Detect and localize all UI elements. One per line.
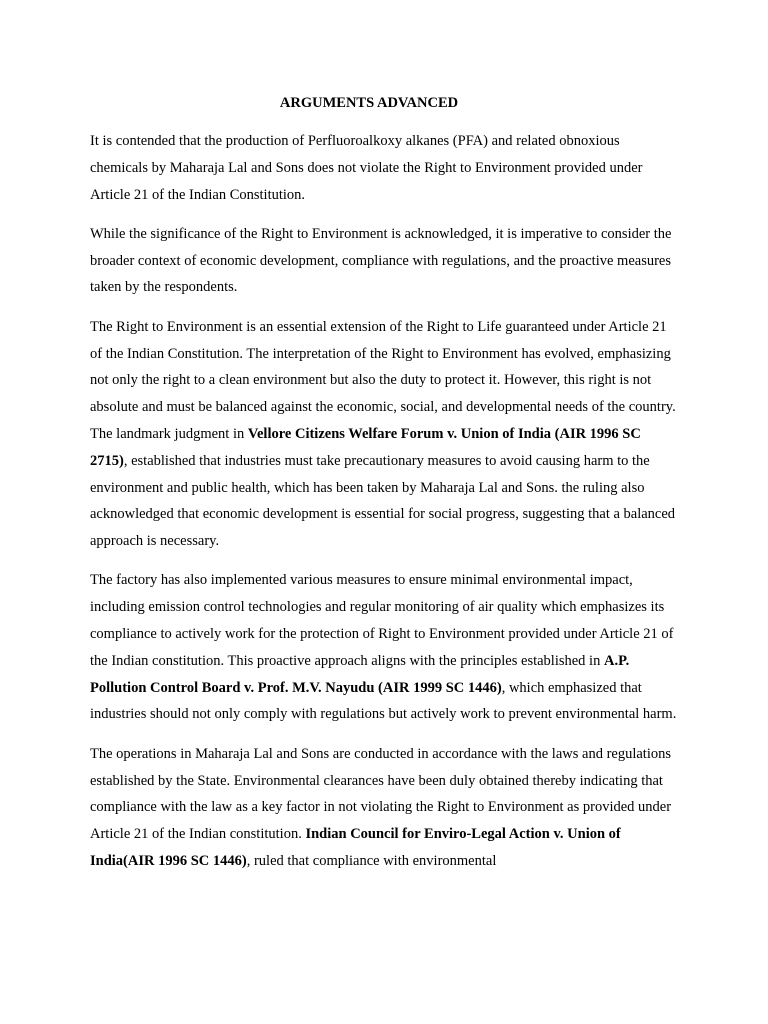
document-heading: ARGUMENTS ADVANCED [279,95,459,111]
case-citation-ap-pollution: A.P. Pollution Control Board v. Prof. M.V. Nayudu (AIR 1999 SC 1446) [90,652,630,696]
paragraph-5 [90,741,680,875]
document-body [90,128,680,887]
paragraph-text: The operations in Maharaja Lal and Sons are conducted in accordance with the laws and regulations established by the State. Environmental clearances have been duly obtained thereby indicating that compliance with the law as a key factor in not violating the Right to Environment as provided under Article 21 of the Indian constitution. [90,745,672,843]
paragraph-text: While the significance of the Right to Environment is acknowledged, it is imperative to consider the broader context of economic development, compliance with regulations, and the proactive measures taken by the respondents. [90,225,672,296]
paragraph-2 [90,221,680,301]
paragraph-text: The Right to Environment is an essential extension of the Right to Life guaranteed under Article 21 of the Indian Constitution. The interpretation of the Right to Environment has evolved, emphasizing not only the right to a clean environment but also the duty to protect it. However, this right is not absolute and must be balanced against the economic, social, and developmental needs of the country. The landmark judgment in [90,318,676,442]
paragraph-3 [90,314,680,555]
paragraph-text: , ruled that compliance with environmental [246,852,497,869]
case-citation-vellore: Vellore Citizens Welfare Forum v. Union of India (AIR 1996 SC 2715) [90,425,641,469]
paragraph-text: The factory has also implemented various measures to ensure minimal environmental impact, including emission control technologies and regular monitoring of air quality which emphasizes its compliance to actively work for the protection of Right to Environment provided under Article 21 of the Indian constitution. This proactive approach aligns with the principles established in [90,572,674,669]
paragraph-text: , which emphasized that industries should not only comply with regulations but actively work to prevent environmental harm. [90,679,677,723]
paragraph-1 [90,128,680,208]
paragraph-4 [90,567,680,728]
case-citation-indian-council: Indian Council for Enviro-Legal Action v. Union of India(AIR 1996 SC 1446) [90,826,621,869]
paragraph-text: It is contended that the production of Perfluoroalkoxy alkanes (PFA) and related obnoxious chemicals by Maharaja Lal and Sons does not violate the Right to Environment provided under Article 21 of the Indian Constitution. [90,133,643,203]
paragraph-text: , established that industries must take precautionary measures to avoid causing harm to the environment and public health, which has been taken by Maharaja Lal and Sons. the ruling also acknowledged that economic development is essential for social progress, suggesting that a balanced approach is necessary. [90,452,676,550]
